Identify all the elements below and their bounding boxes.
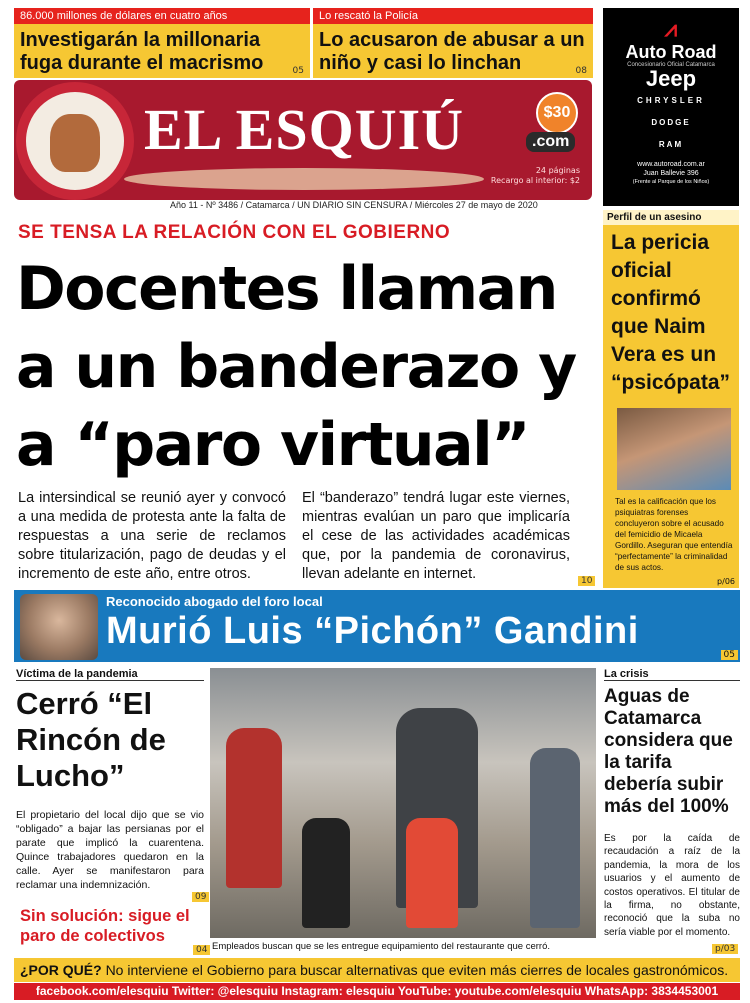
sidebar-caption: Tal es la calificación que los psiquiatras forenses concluyeron sobre el acusado del femicidio de Micaela Gordillo. Aseguran que entendía “perfectamente” la criminalidad de sus actos. (615, 497, 733, 572)
issue-line: Año 11 - Nº 3486 / Catamarca / UN DIARIO SIN CENSURA / Miércoles 27 de mayo de 2020 (170, 200, 538, 210)
why-text: No interviene el Gobierno para buscar alternativas que eviten más cierres de locales gastronómicos. (105, 962, 729, 978)
main-kicker: SE TENSA LA RELACIÓN CON EL GOBIERNO (18, 222, 451, 243)
page-number: 05 (292, 66, 304, 76)
masthead (14, 80, 592, 200)
left-subheadline[interactable]: Sin solución: sigue el paro de colectivos (20, 907, 190, 945)
obituary-banner[interactable] (14, 590, 740, 662)
page-number: 04 (193, 945, 210, 955)
left-body: El propietario del local dijo que se vio “obligado” a bajar las persianas por el parate que implicó la cuarentena. Quince trabajadores quedaron en la calle. Ayer se manifestaron para reclamar una indemnización. (16, 809, 204, 891)
brand-ram: RAM (658, 140, 684, 149)
decorative-wave (124, 168, 484, 190)
ad-autoroad[interactable] (603, 8, 739, 206)
dotcom-label: .com (526, 132, 575, 152)
suspect-photo (617, 408, 731, 490)
page-number: 09 (192, 892, 209, 902)
ad-name: Auto Road (625, 42, 717, 62)
teaser-headline[interactable]: Investigarán la millonaria fuga durante el macrismo (20, 29, 264, 74)
main-body-col1: La intersindical se reunió ayer y convocó a una medida de protesta ante la falta de respuestas a una serie de reclamos sobre titularización, pago de deudas y el incremento de este año, entre otros. (18, 490, 286, 582)
page-number: 10 (578, 576, 595, 586)
page-number: p/03 (712, 944, 738, 954)
logo-q-icon (16, 82, 134, 200)
banner-headline[interactable]: Murió Luis “Pichón” Gandini (106, 610, 639, 652)
page-number: 08 (575, 66, 587, 76)
brand-chrysler: CHRYSLER (637, 96, 705, 105)
sidebar-kicker: Perfil de un asesino (603, 210, 739, 225)
main-headline[interactable]: Docentes llaman a un banderazo y a “paro virtual” (16, 254, 576, 480)
person-figure (226, 728, 282, 888)
teaser-headline[interactable]: Lo acusaron de abusar a un niño y casi lo linchan (319, 29, 585, 74)
left-headline[interactable]: Cerró “El Rincón de Lucho” (16, 686, 166, 793)
ad-note: (Frente al Parque de los Niños) (632, 179, 710, 185)
masthead-title: EL ESQUIÚ (144, 97, 465, 162)
social-links[interactable]: facebook.com/elesquiu Twitter: @elesquiu Instagram: elesquiu YouTube: youtube.com/elesquiu WhatsApp: 3834453001 (14, 983, 740, 1000)
brand-jeep: Jeep (645, 66, 697, 91)
page-number: 05 (721, 650, 738, 660)
autoroad-logo-icon: ⩘ (664, 16, 678, 41)
why-strip (14, 958, 740, 982)
left-kicker: Víctima de la pandemia (16, 668, 204, 681)
ad-subtitle: Concesionario Oficial Catamarca (627, 62, 715, 68)
teaser-kicker: 86.000 millones de dólares en cuatro años (14, 8, 310, 24)
person-figure (406, 818, 458, 928)
sidebar-story[interactable] (603, 210, 739, 588)
sidebar-headline[interactable]: La pericia oficial confirmó que Naim Vera es un “psicópata” (611, 231, 731, 394)
brand-dodge: DODGE (651, 118, 691, 127)
person-figure (302, 818, 350, 928)
photo-caption: Empleados buscan que se les entregue equipamiento del restaurante que cerró. (212, 941, 550, 952)
teaser-fuga[interactable] (14, 8, 310, 78)
ad-web[interactable]: www.autoroad.com.ar (637, 161, 705, 168)
why-label: ¿POR QUÉ? (20, 962, 102, 978)
ad-address: Juan Ballevie 396 (643, 170, 699, 177)
page-number: p/06 (717, 577, 735, 586)
person-figure (530, 748, 580, 928)
teaser-kicker: Lo rescató la Policía (313, 8, 593, 24)
portrait-photo (20, 594, 98, 660)
logo-figure-icon (50, 114, 100, 172)
banner-kicker: Reconocido abogado del foro local (106, 594, 323, 609)
main-body-col2: El “banderazo” tendrá lugar este viernes, mientras evalúan un paro que implicaría el cese de las actividades académicas que, por la pandemia de coronavirus, llevan adelante en internet. (302, 490, 570, 582)
price-badge: $30 (536, 92, 578, 134)
surcharge-line: Recargo al interior: $2 (490, 176, 580, 185)
restaurant-protest-photo (210, 668, 596, 938)
right-body: Es por la caída de recaudación a raíz de la pandemia, la mora de los usuarios y el aumento de costos operativos. El titular de la firma, no obstante, reconoció que la suba no sería viable por el momento. (604, 833, 740, 938)
right-kicker: La crisis (604, 668, 740, 681)
teaser-linchan[interactable] (313, 8, 593, 78)
pages-line: 24 páginas (535, 166, 580, 175)
page-count (491, 166, 580, 186)
right-headline[interactable]: Aguas de Catamarca considera que la tarifa debería subir más del 100% (604, 686, 733, 817)
